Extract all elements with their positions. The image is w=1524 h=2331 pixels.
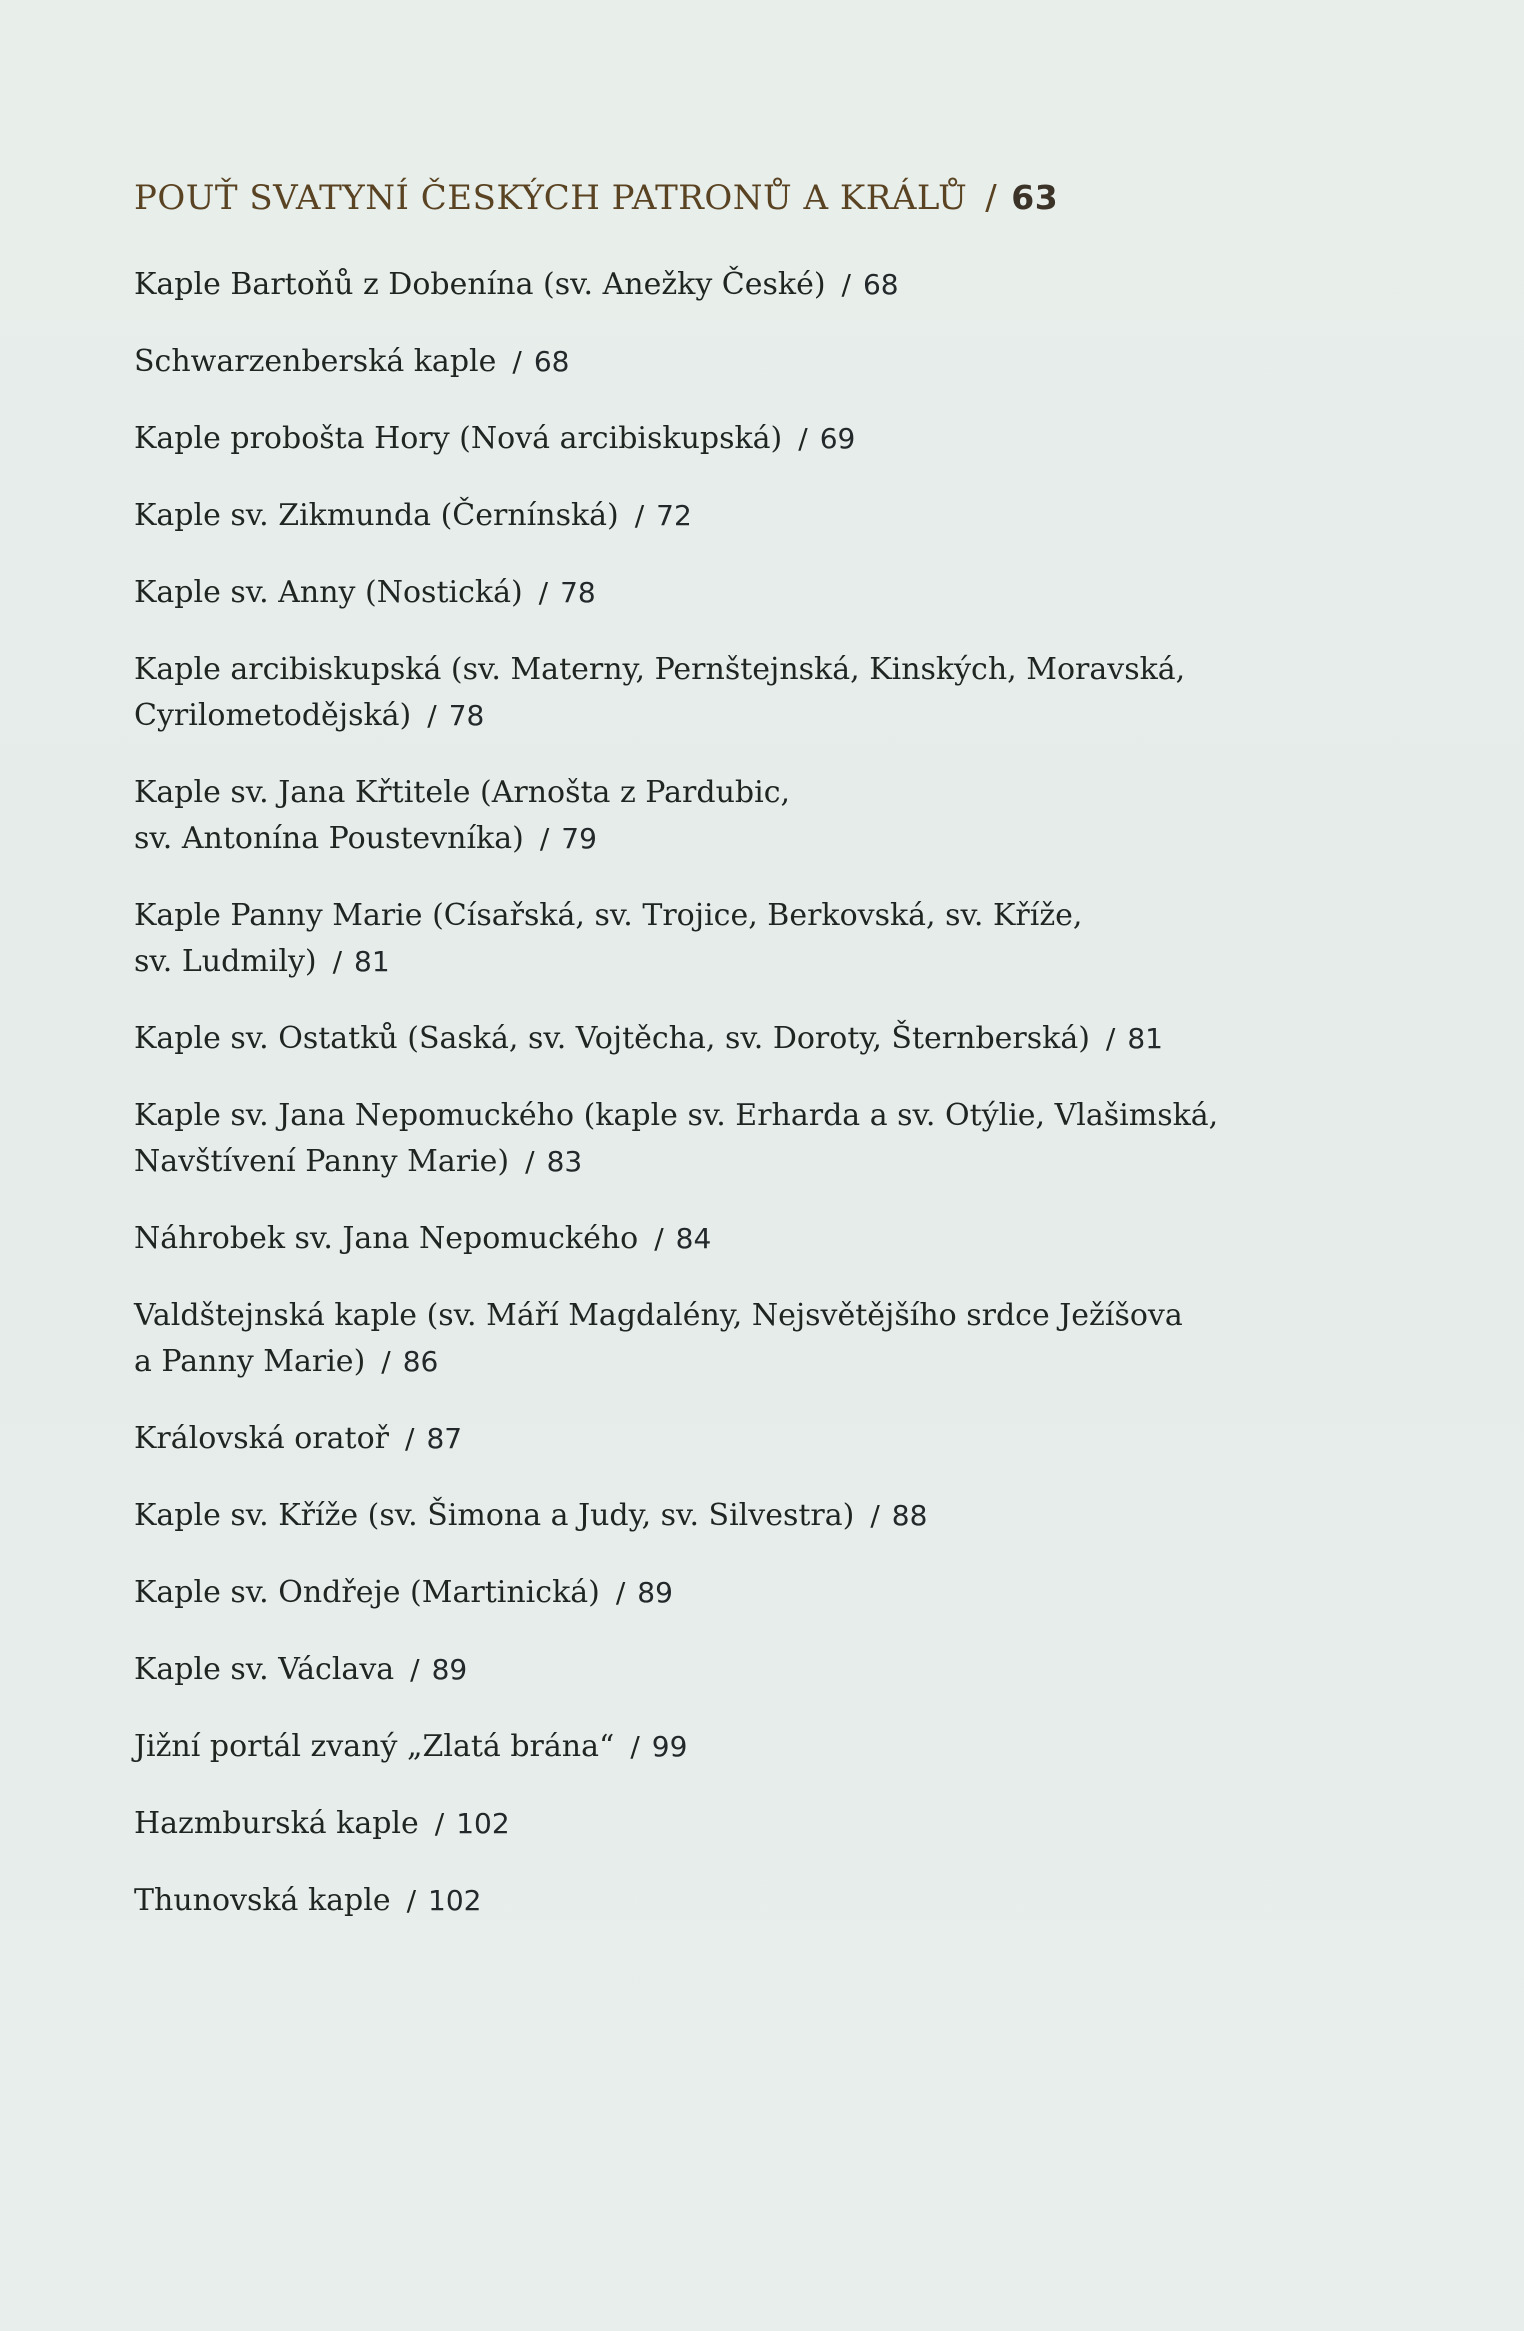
toc-entry-page-number: 86	[402, 1345, 439, 1378]
toc-entry	[134, 770, 1384, 862]
toc-entry-separator: /	[427, 699, 437, 732]
toc-entry-separator: /	[539, 822, 550, 855]
toc-entry-line	[134, 770, 1384, 816]
toc-entry-text: Kaple sv. Anny (Nostická)	[134, 575, 523, 610]
toc-entry-separator: /	[410, 1653, 420, 1686]
toc-entry	[134, 647, 1384, 739]
toc-entry-page-number: 79	[561, 822, 597, 855]
toc-entry-text: Kaple Panny Marie (Císařská, sv. Trojice, Berkovská, sv. Kříže,	[134, 898, 1083, 933]
toc-entry-page-number: 84	[675, 1222, 712, 1255]
toc-entry-text: Navštívení Panny Marie)	[134, 1144, 510, 1179]
toc-entry	[134, 1878, 1384, 1924]
toc-entry-text: Valdštejnská kaple (sv. Máří Magdalény, Nejsvětějšího srdce Ježíšova	[134, 1298, 1183, 1333]
toc-entry-line	[134, 816, 1384, 862]
toc-entry-page-number: 81	[1127, 1022, 1163, 1055]
toc-entry-separator: /	[841, 268, 851, 301]
toc-entry-separator: /	[634, 499, 645, 532]
section-title-text: POUŤ SVATYNÍ ČESKÝCH PATRONŮ A KRÁLŮ	[134, 178, 968, 218]
toc-entry	[134, 893, 1384, 985]
toc-entry-line	[134, 1647, 1384, 1693]
toc-entry-line	[134, 339, 1384, 385]
toc-entry-text: Cyrilometodějská)	[134, 698, 412, 733]
toc-entry	[134, 1493, 1384, 1539]
toc-entry-separator: /	[538, 576, 549, 609]
toc-entry-text: Královská oratoř	[134, 1421, 389, 1456]
toc-entry-page-number: 81	[354, 945, 390, 978]
toc-entry-page-number: 78	[448, 699, 485, 732]
toc-entry-page-number: 88	[891, 1499, 928, 1532]
toc-entry-line	[134, 1293, 1384, 1339]
toc-entry-text: Kaple sv. Jana Nepomuckého (kaple sv. Erharda a sv. Otýlie, Vlašimská,	[134, 1098, 1219, 1133]
toc-entry	[134, 1724, 1384, 1770]
toc-entry-page-number: 102	[428, 1884, 482, 1917]
toc-entry-line	[134, 570, 1384, 616]
toc-entry-text: Jižní portál zvaný „Zlatá brána“	[134, 1729, 615, 1764]
toc-entry-line	[134, 1016, 1384, 1062]
toc-entry-separator: /	[332, 945, 343, 978]
toc-entry	[134, 1093, 1384, 1185]
toc-entry-line	[134, 1093, 1384, 1139]
toc-entry-line	[134, 262, 1384, 308]
toc-entry-text: sv. Antonína Poustevníka)	[134, 821, 524, 856]
toc-entry-text: Schwarzenberská kaple	[134, 344, 497, 379]
toc-entry-page-number: 89	[637, 1576, 673, 1609]
toc-entry-text: Hazmburská kaple	[134, 1806, 419, 1841]
toc-entry-separator: /	[525, 1145, 535, 1178]
toc-entry-text: Thunovská kaple	[134, 1883, 391, 1918]
toc-entry-page-number: 89	[431, 1653, 468, 1686]
toc-entry-line	[134, 693, 1384, 739]
toc-entry-line	[134, 893, 1384, 939]
toc-entry-text: Kaple sv. Ondřeje (Martinická)	[134, 1575, 600, 1610]
toc-entry-text: Kaple arcibiskupská (sv. Materny, Pernštejnská, Kinských, Moravská,	[134, 652, 1186, 687]
toc-entry-text: Kaple proboštа Hory (Nová arcibiskupská)	[134, 421, 783, 456]
toc-entry	[134, 1801, 1384, 1847]
toc-entry-page-number: 102	[456, 1807, 510, 1840]
toc-entry-page-number: 72	[656, 499, 692, 532]
toc-entry-line	[134, 1416, 1384, 1462]
toc-entry-page-number: 69	[819, 422, 856, 455]
toc-entry	[134, 1570, 1384, 1616]
toc-entry	[134, 416, 1384, 462]
toc-entry-line	[134, 416, 1384, 462]
toc-entry-line	[134, 647, 1384, 693]
toc-entry-separator: /	[798, 422, 808, 455]
toc-entry	[134, 570, 1384, 616]
toc-entry-text: Kaple sv. Ostatků (Saská, sv. Vojtěcha, sv. Doroty, Šternberská)	[134, 1021, 1090, 1056]
toc-entry	[134, 1416, 1384, 1462]
toc-entry-text: Náhrobek sv. Jana Nepomuckého	[134, 1221, 639, 1256]
toc-entry-line	[134, 1570, 1384, 1616]
toc-entry-line	[134, 1493, 1384, 1539]
toc-entry-separator: /	[870, 1499, 880, 1532]
toc-entry-text: Kaple Bartoňů z Dobenína (sv. Anežky České)	[134, 267, 826, 302]
toc-entry-page-number: 68	[862, 268, 899, 301]
toc-entry	[134, 1647, 1384, 1693]
toc-entry	[134, 262, 1384, 308]
toc-entry	[134, 339, 1384, 385]
toc-entry-page-number: 78	[560, 576, 596, 609]
toc-entry-text: Kaple sv. Kříže (sv. Šimona a Judy, sv. Silvestra)	[134, 1498, 855, 1533]
toc-entry-line	[134, 1339, 1384, 1385]
toc-entry-separator: /	[654, 1222, 664, 1255]
toc-entry-separator: /	[406, 1884, 417, 1917]
toc-entry	[134, 1216, 1384, 1262]
toc-entry-page-number: 68	[533, 345, 570, 378]
toc-entry-text: Kaple sv. Václava	[134, 1652, 395, 1687]
toc-entry-text: sv. Ludmily)	[134, 944, 317, 979]
section-page-number: 63	[1011, 178, 1059, 217]
toc-entry-text: a Panny Marie)	[134, 1344, 366, 1379]
toc-entry	[134, 493, 1384, 539]
toc-entry	[134, 1293, 1384, 1385]
toc-entry-line	[134, 1724, 1384, 1770]
toc-entry-line	[134, 1878, 1384, 1924]
toc-entry-separator: /	[512, 345, 522, 378]
section-separator: /	[985, 178, 998, 218]
toc-entry-line	[134, 1139, 1384, 1185]
toc-entry-text: Kaple sv. Jana Křtitele (Arnošta z Pardubic,	[134, 775, 791, 810]
toc-entry-separator: /	[434, 1807, 445, 1840]
toc-entry	[134, 1016, 1384, 1062]
toc-entry-line	[134, 939, 1384, 985]
toc-entry-line	[134, 493, 1384, 539]
toc-entry-line	[134, 1801, 1384, 1847]
section-title	[134, 178, 1058, 218]
toc-entry-text: Kaple sv. Zikmunda (Černínská)	[134, 498, 619, 533]
toc-entry-separator: /	[381, 1345, 391, 1378]
toc-entry-separator: /	[615, 1576, 626, 1609]
toc-entry-separator: /	[405, 1422, 415, 1455]
toc-page	[134, 0, 1384, 2331]
toc-entry-line	[134, 1216, 1384, 1262]
toc-entry-separator: /	[1105, 1022, 1116, 1055]
toc-entry-separator: /	[630, 1730, 640, 1763]
toc-entry-page-number: 87	[426, 1422, 463, 1455]
toc-entry-page-number: 83	[546, 1145, 583, 1178]
toc-entry-page-number: 99	[651, 1730, 688, 1763]
